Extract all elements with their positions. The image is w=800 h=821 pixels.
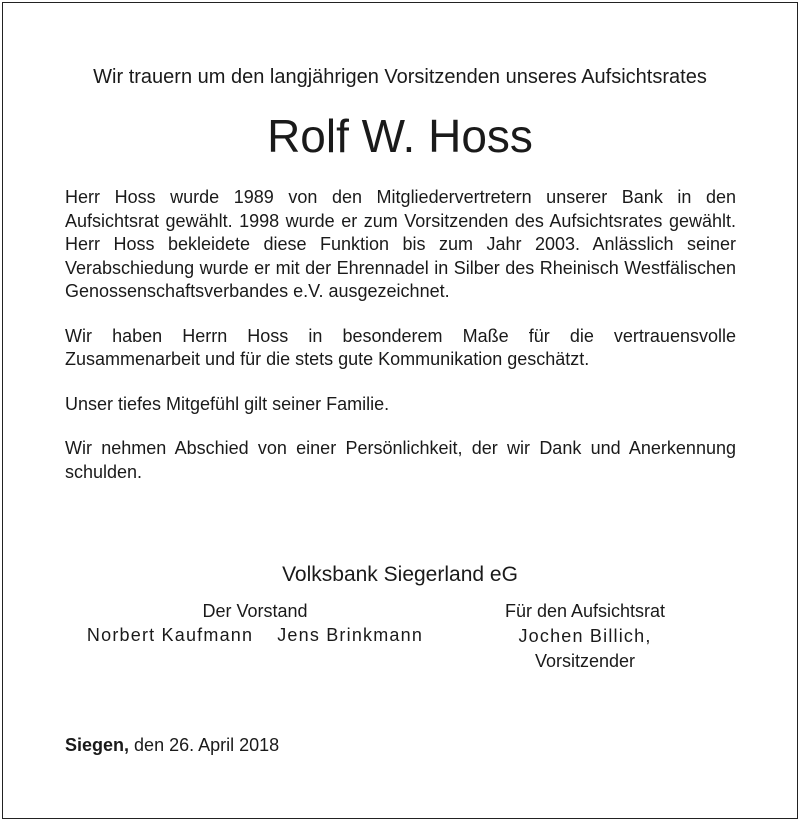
board-signature xyxy=(40,599,470,647)
board-members xyxy=(40,623,470,647)
organization-name: Volksbank Siegerland eG xyxy=(282,563,518,586)
board-title: Der Vorstand xyxy=(202,601,308,621)
notice-body xyxy=(65,186,736,505)
board-member-name: Jens Brinkmann xyxy=(277,625,424,645)
place-and-date xyxy=(65,733,279,757)
supervisory-chair-role: Vorsitzender xyxy=(534,651,636,671)
paragraph-condolence: Unser tiefes Mitgefühl gilt seiner Familie. xyxy=(65,393,390,414)
date: den 26. April 2018 xyxy=(134,735,280,755)
supervisory-title: Für den Aufsichtsrat xyxy=(504,601,666,621)
deceased-name: Rolf W. Hoss xyxy=(267,110,533,162)
supervisory-signature xyxy=(455,599,715,674)
paragraph-biography: Herr Hoss wurde 1989 von den Mitgliedervertretern unserer Bank in den Aufsichtsrat gewählt. 1998 wurde er zum Vorsitzenden des Aufsichtsrates gewählt. Herr Hoss bekleidete diese Funktion bis zum Jahr 2003. Anlässlich seiner Verabschiedung wurde er mit der Ehrennadel in Silber des Rheinisch Westfälischen Genossenschaftsverbandes e.V. ausgezeichnet. xyxy=(65,187,736,301)
paragraph-farewell: Wir nehmen Abschied von einer Persönlichkeit, der wir Dank und Anerkennung schulden. xyxy=(65,438,736,482)
intro-text: Wir trauern um den langjährigen Vorsitzenden unseres Aufsichtsrates xyxy=(93,66,707,88)
board-member-name: Norbert Kaufmann xyxy=(86,625,254,645)
paragraph-appreciation: Wir haben Herrn Hoss in besonderem Maße für die vertrauensvolle Zusammenarbeit und für die stets gute Kommunikation geschätzt. xyxy=(65,325,736,369)
supervisory-chair-name: Jochen Billich, xyxy=(518,626,652,646)
place: Siegen, xyxy=(65,735,130,755)
